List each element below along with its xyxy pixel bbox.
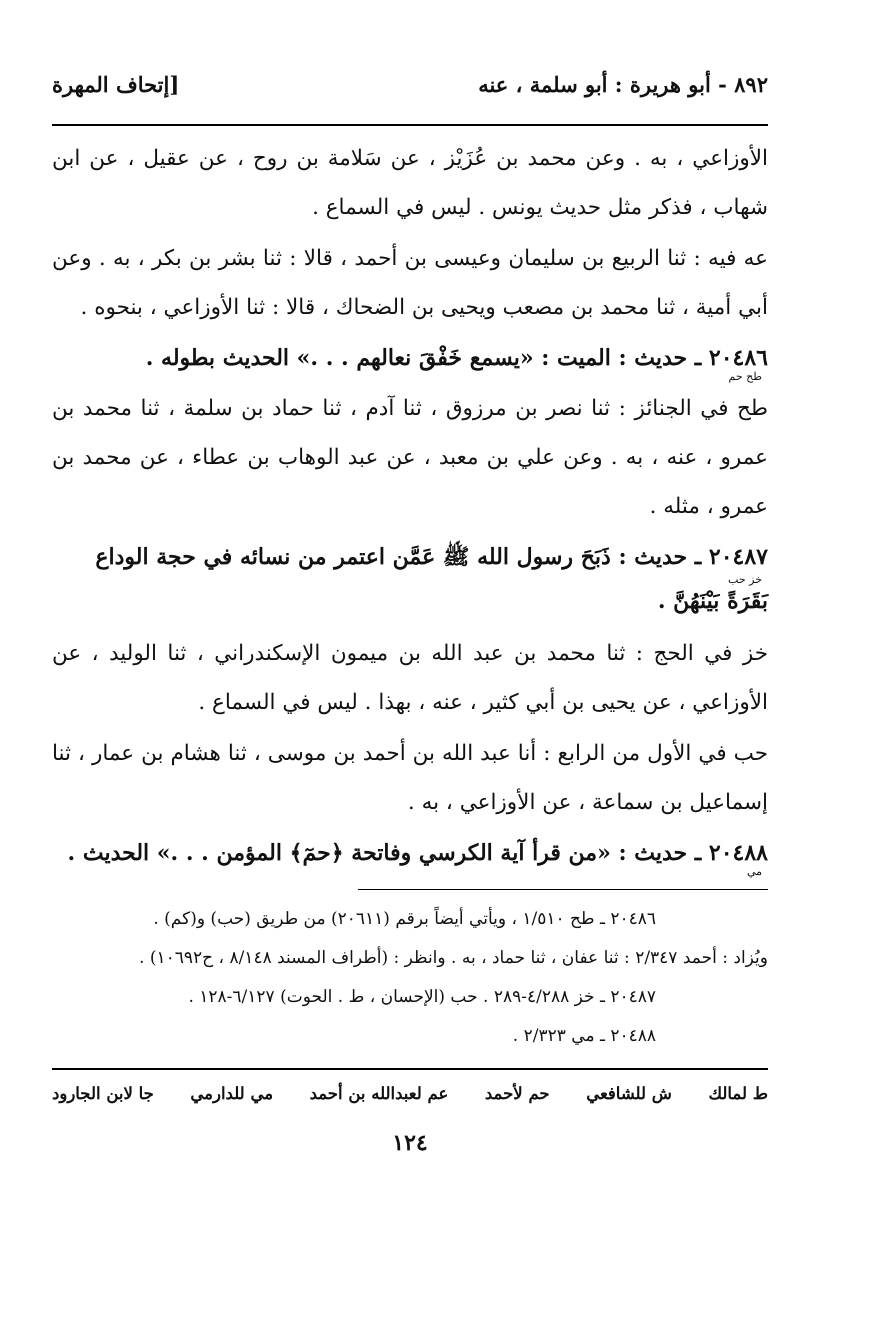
legend-item: حم لأحمد — [484, 1084, 550, 1103]
paragraph: عه فيه : ثنا الربيع بن سليمان وعيسى بن أحمد ، قالا : ثنا بشر بن بكر ، به . وعن أبي أمية ، ثنا محمد بن مصعب ويحيى بن الضحاك ، قالا : ثنا الأوزاعي ، بنحوه . — [52, 246, 768, 320]
legend-item: ط لمالك — [708, 1084, 768, 1103]
source-codes-20487: خز حب — [728, 573, 762, 586]
hadith-body-20486: طح في الجنائز : ثنا نصر بن مرزوق ، ثنا آدم ، ثنا حماد بن سلمة ، ثنا محمد بن عمرو ، عنه ، به . وعن علي بن معبد ، عن عبد الوهاب بن عطاء ، عن محمد بن عمرو ، مثله . — [52, 396, 768, 519]
legend-item: جا لابن الجارود — [52, 1084, 154, 1103]
legend-rule — [52, 1068, 768, 1070]
header-rule — [52, 124, 768, 126]
page-number: ١٢٤ — [392, 1130, 428, 1156]
hadith-title-20487-line1: ٢٠٤٨٧ ـ حديث : ذَبَحَ رسول الله ﷺ عَمَّن اعتمر من نسائه في حجة الوداع — [95, 544, 768, 570]
hadith-title-20487 — [52, 533, 768, 615]
header-right: ٨٩٢ - أبو هريرة : أبو سلمة ، عنه — [478, 72, 768, 97]
legend-item: عم لعبدالله بن أحمد — [309, 1084, 449, 1103]
source-codes-20488: مي — [746, 865, 762, 878]
header-left: [إتحاف المهرة — [52, 72, 180, 97]
footnote: ٢٠٤٨٧ ـ خز ٤/٢٨٨-٢٨٩ . حب (الإحسان ، ط . الحوت) ٦/١٢٧-١٢٨ . — [188, 987, 656, 1007]
footnote-rule — [358, 889, 768, 890]
hadith-body-20487-b: حب في الأول من الرابع : أنا عبد الله بن أحمد بن موسى ، ثنا هشام بن عمار ، ثنا إسماعيل بن سماعة ، عن الأوزاعي ، به . — [52, 741, 768, 815]
footnote: ٢٠٤٨٨ ـ مي ٢/٣٢٣ . — [512, 1026, 656, 1046]
footnote: ٢٠٤٨٦ ـ طح ١/٥١٠ ، ويأتي أيضاً برقم (٢٠٦١١) من طريق (حب) و(كم) . — [153, 909, 656, 929]
paragraph: الأوزاعي ، به . وعن محمد بن عُزَيْز ، عن سَلامة بن روح ، عن عقيل ، عن ابن شهاب ، فذكر مثل حديث يونس . ليس في السماع . — [52, 146, 768, 220]
legend-item: مي للدارمي — [190, 1084, 274, 1103]
source-codes-20486: طح حم — [728, 370, 762, 383]
hadith-title-20488: ٢٠٤٨٨ ـ حديث : «من قرأ آية الكرسي وفاتحة ﴿حمٓ﴾ المؤمن . . .» الحديث . — [67, 840, 768, 866]
running-header — [52, 64, 768, 106]
legend-item: ش للشافعي — [586, 1084, 672, 1103]
hadith-title-20487-line2: بَقَرَةً بَيْنَهُنَّ . — [657, 588, 768, 614]
book-page — [52, 64, 768, 1156]
footnote: ويُزاد : أحمد ٢/٣٤٧ : ثنا عفان ، ثنا حماد ، به . وانظر : (أطراف المسند ٨/١٤٨ ، ح١٠٦٩٢) . — [139, 948, 768, 968]
hadith-body-20487-a: خز في الحج : ثنا محمد بن عبد الله بن ميمون الإسكندراني ، ثنا الوليد ، عن الأوزاعي ، عن يحيى بن أبي كثير ، عنه ، بهذا . ليس في السماع . — [52, 641, 768, 715]
hadith-title-20486: ٢٠٤٨٦ ـ حديث : الميت : «يسمع خَفْقَ نعالهم . . .» الحديث بطوله . — [145, 345, 768, 371]
abbreviation-legend — [52, 1074, 768, 1114]
